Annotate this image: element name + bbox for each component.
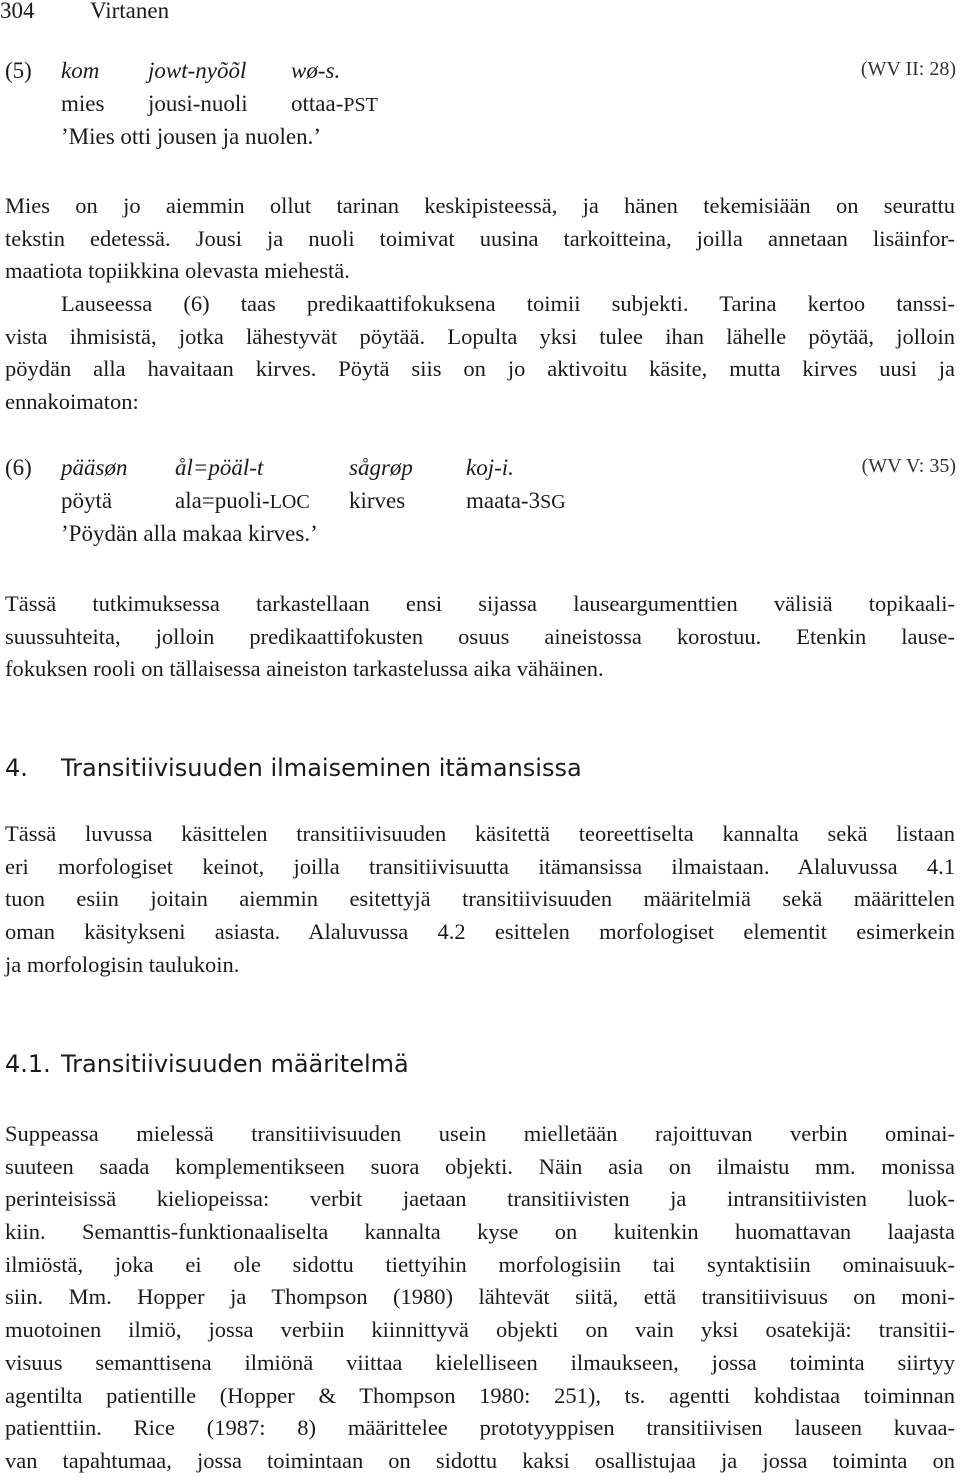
example-gloss: ala=puoli-LOC bbox=[175, 488, 310, 513]
example-gloss: ottaa-PST bbox=[291, 91, 378, 116]
example-number: (6) bbox=[5, 455, 32, 480]
text-line: Tässä tutkimuksessa tarkastellaan ensi sijassa lauseargumenttien välisiä topikaali- bbox=[5, 591, 955, 616]
example-6-words-row bbox=[5, 455, 956, 488]
example-gloss: mies bbox=[61, 91, 105, 116]
example-translation: ’Pöydän alla makaa kirves.’ bbox=[61, 521, 318, 546]
example-word: koj-i. bbox=[466, 455, 514, 480]
text-line: vista ihmisistä, jotka lähestyvät pöytää. Lopulta yksi tulee ihan lähelle pöytää, jolloin bbox=[5, 323, 955, 349]
text-line: suussuhteita, jolloin predikaattifokusten osuus aineistossa korostuu. Etenkin lause- bbox=[5, 623, 955, 649]
example-gloss: pöytä bbox=[61, 488, 113, 513]
paragraph-2 bbox=[5, 288, 955, 419]
text-line: muotoinen ilmiö, jossa verbiin kiinnittyvä objekti on vain yksi osatekijä: transitii- bbox=[5, 1317, 955, 1343]
section-title: Transitiivisuuden ilmaiseminen itämansissa bbox=[61, 754, 582, 782]
section-number: 4.1. bbox=[5, 1050, 51, 1078]
text-line: visuus semanttisena ilmiönä viittaa kielelliseen ilmaukseen, jossa toiminta siirtyy bbox=[5, 1349, 955, 1375]
running-title: Virtanen bbox=[90, 0, 170, 23]
text-line: tuon esiin joitain aiemmin esitettyjä transitiivisuuden määritelmiä sekä määrittelen bbox=[5, 886, 955, 912]
paragraph-1 bbox=[5, 190, 955, 288]
example-5-words-row bbox=[5, 58, 956, 91]
text-line: ilmiöstä, joka ei ole sidottu tiettyihin morfologisiin tai syntaktisiin ominaisuuk- bbox=[5, 1251, 955, 1277]
gloss-abbreviation: PST bbox=[343, 94, 378, 116]
gloss-abbreviation: LOC bbox=[269, 491, 310, 513]
text-line: fokuksen rooli on tällaisessa aineiston tarkastelussa aika vähäinen. bbox=[5, 656, 604, 682]
text-line: Suppeassa mielessä transitiivisuuden usein mielletään rajoittuvan verbin ominai- bbox=[5, 1121, 955, 1146]
text-line: Lauseessa (6) taas predikaattifokuksena toimii subjekti. Tarina kertoo tanssi- bbox=[61, 291, 955, 316]
text-line: agentilta patientille (Hopper & Thompson 1980: 251), ts. agentti kohdistaa toiminnan bbox=[5, 1382, 955, 1408]
text-line: van tapahtumaa, jossa toimintaan on sidottu kaksi osallistujaa ja jossa toiminta on bbox=[5, 1447, 955, 1473]
example-5 bbox=[5, 58, 956, 157]
page-number: 304 bbox=[0, 0, 35, 23]
page-header bbox=[0, 0, 169, 24]
example-word: pääsøn bbox=[61, 455, 128, 480]
example-gloss: jousi-nuoli bbox=[148, 91, 248, 116]
paragraph-3 bbox=[5, 588, 955, 686]
example-gloss: kirves bbox=[349, 488, 406, 513]
section-number: 4. bbox=[5, 754, 28, 782]
example-source: (WV V: 35) bbox=[861, 455, 956, 477]
example-source: (WV II: 28) bbox=[860, 58, 956, 80]
paragraph-4 bbox=[5, 818, 955, 981]
paragraph-5 bbox=[5, 1118, 955, 1478]
example-5-translation-row bbox=[5, 124, 956, 157]
example-word: ål=pöäl-t bbox=[175, 455, 264, 480]
example-word: sågrøp bbox=[349, 455, 413, 480]
example-6-translation-row bbox=[5, 521, 956, 554]
text-line: maatiota topiikkina olevasta miehestä. bbox=[5, 258, 350, 284]
example-word: wø-s. bbox=[291, 58, 341, 83]
section-heading-4 bbox=[5, 754, 582, 782]
text-line: ennakoimaton: bbox=[5, 389, 139, 415]
text-line: patienttiin. Rice (1987: 8) määrittelee prototyyppisen transitiivisen lauseen kuvaa- bbox=[5, 1415, 955, 1441]
example-gloss: maata-3SG bbox=[466, 488, 566, 513]
example-translation: ’Mies otti jousen ja nuolen.’ bbox=[61, 124, 321, 149]
text-line: Tässä luvussa käsittelen transitiivisuuden käsitettä teoreettiselta kannalta sekä listaan bbox=[5, 821, 955, 846]
text-line: kiin. Semanttis-funktionaaliselta kannalta kyse on kuitenkin huomattavan laajasta bbox=[5, 1219, 955, 1245]
text-line: siin. Mm. Hopper ja Thompson (1980) lähtevät siitä, että transitiivisuus on moni- bbox=[5, 1284, 955, 1310]
gloss-abbreviation: SG bbox=[540, 491, 566, 513]
text-line: suuteen saada komplementikseen suora objekti. Näin asia on ilmaistu mm. monissa bbox=[5, 1153, 955, 1179]
example-5-gloss-row bbox=[5, 91, 956, 124]
example-word: kom bbox=[61, 58, 100, 83]
text-line: oman käsitykseni asiasta. Alaluvussa 4.2 esittelen morfologiset elementit esimerkein bbox=[5, 919, 955, 945]
section-title: Transitiivisuuden määritelmä bbox=[61, 1050, 409, 1078]
example-6-gloss-row bbox=[5, 488, 956, 521]
section-heading-4-1 bbox=[5, 1050, 409, 1078]
example-word: jowt-nyõõl bbox=[148, 58, 247, 83]
text-line: tekstin edetessä. Jousi ja nuoli toimivat uusina tarkoitteina, joilla annetaan lisäinfor- bbox=[5, 225, 955, 251]
text-line: Mies on jo aiemmin ollut tarinan keskipisteessä, ja hänen tekemisiään on seurattu bbox=[5, 193, 955, 218]
example-number: (5) bbox=[5, 58, 32, 83]
text-line: perinteisissä kieliopeissa: verbit jaetaan transitiivisten ja intransitiivisten luok- bbox=[5, 1186, 955, 1212]
example-6 bbox=[5, 455, 956, 554]
text-line: ja morfologisin taulukoin. bbox=[5, 951, 240, 977]
text-line: eri morfologiset keinot, joilla transitiivisuutta itämansissa ilmaistaan. Alaluvussa 4.1 bbox=[5, 853, 955, 879]
text-line: pöydän alla havaitaan kirves. Pöytä siis on jo aktivoitu käsite, mutta kirves uusi ja bbox=[5, 356, 955, 382]
